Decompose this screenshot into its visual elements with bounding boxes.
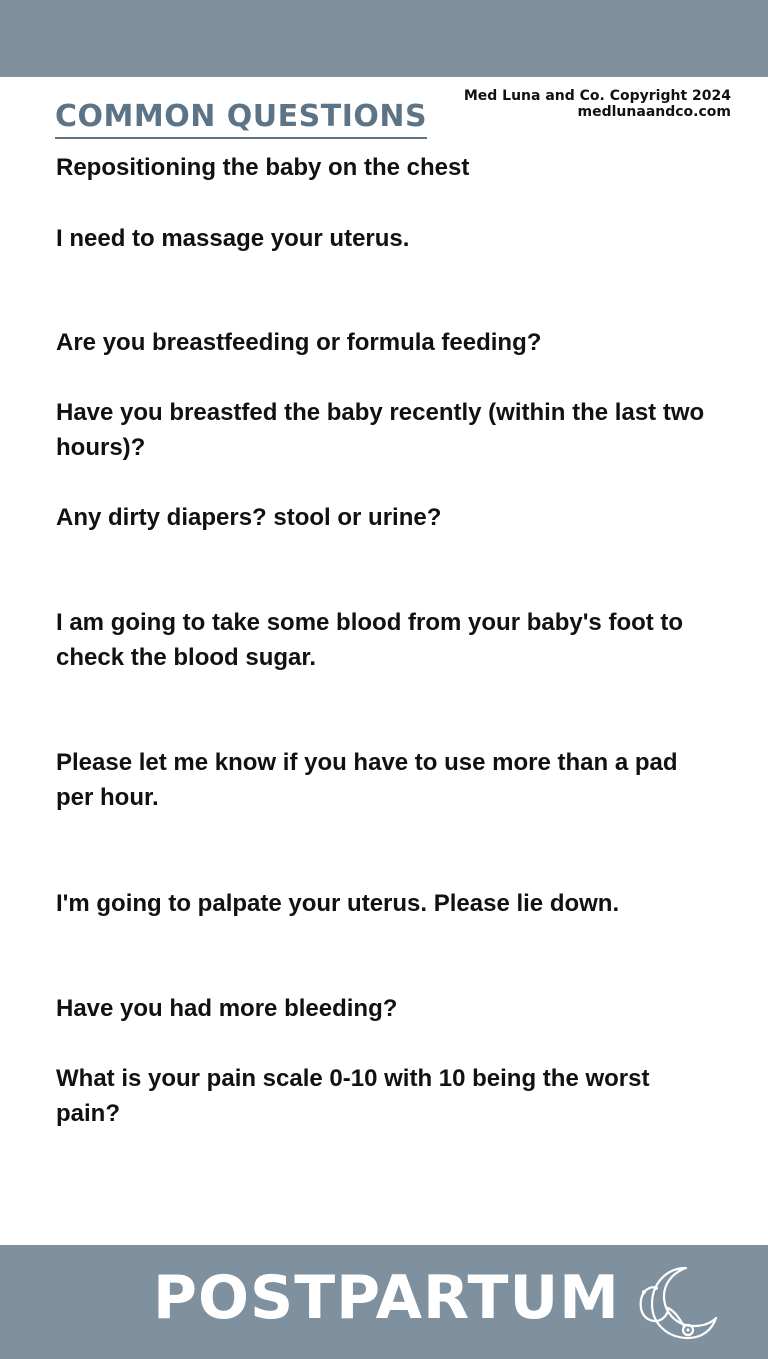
question-item: Please let me know if you have to use more than a pad per hour. — [56, 749, 678, 811]
brand-title: POSTPARTUM — [153, 1263, 620, 1333]
question-item: I am going to take some blood from your baby's foot to check the blood sugar. — [56, 609, 684, 671]
question-item: Have you had more bleeding? — [56, 995, 398, 1022]
question-item: I need to massage your uterus. — [56, 225, 410, 252]
question-item: I'm going to palpate your uterus. Please lie down. — [56, 890, 620, 917]
question-item: Are you breastfeeding or formula feeding? — [56, 329, 542, 356]
question-item: What is your pain scale 0-10 with 10 being the worst pain? — [56, 1065, 650, 1127]
question-item: Repositioning the baby on the chest — [56, 154, 470, 181]
copyright-notice — [464, 88, 731, 120]
question-item: Any dirty diapers? stool or urine? — [56, 504, 442, 531]
top-banner — [0, 0, 768, 77]
page-heading: COMMON QUESTIONS — [55, 98, 427, 139]
website-line: medlunaandco.com — [577, 104, 731, 120]
question-item: Have you breastfed the baby recently (within the last two hours)? — [56, 399, 705, 461]
moon-stethoscope-icon — [632, 1262, 718, 1342]
copyright-line: Med Luna and Co. Copyright 2024 — [463, 88, 731, 104]
